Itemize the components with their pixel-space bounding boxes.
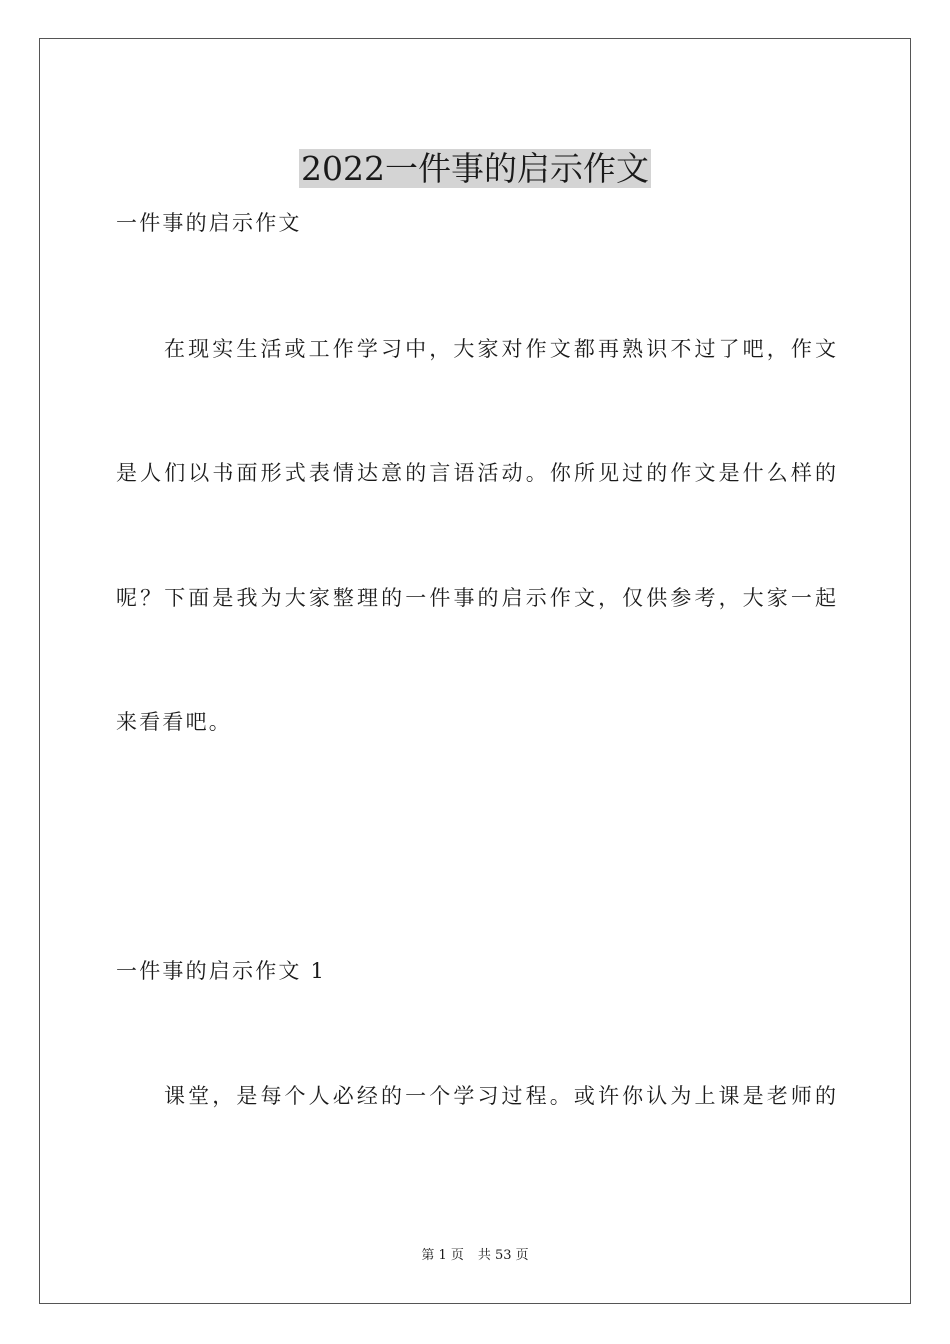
intro-line-4: 来看看吧。 [116,710,232,734]
total-pages-label: 共 53 页 [477,1248,529,1263]
section-first-line: 课堂，是每个人必经的一个学习过程。或许你认为上课是老师的 [164,1084,836,1108]
document-subtitle: 一件事的启示作文 [116,211,302,235]
current-page-label: 第 1 页 [421,1248,464,1263]
document-title-text: 2022一件事的启示作文 [301,149,649,189]
intro-line-2: 是人们以书面形式表情达意的言语活动。你所见过的作文是什么样的 [116,461,836,485]
document-title [0,149,950,189]
intro-line-1: 在现实生活或工作学习中，大家对作文都再熟识不过了吧，作文 [164,337,836,361]
section-heading: 一件事的启示作文 1 [116,959,327,983]
page-footer [0,1246,950,1266]
intro-line-3: 呢？下面是我为大家整理的一件事的启示作文，仅供参考，大家一起 [116,586,836,610]
